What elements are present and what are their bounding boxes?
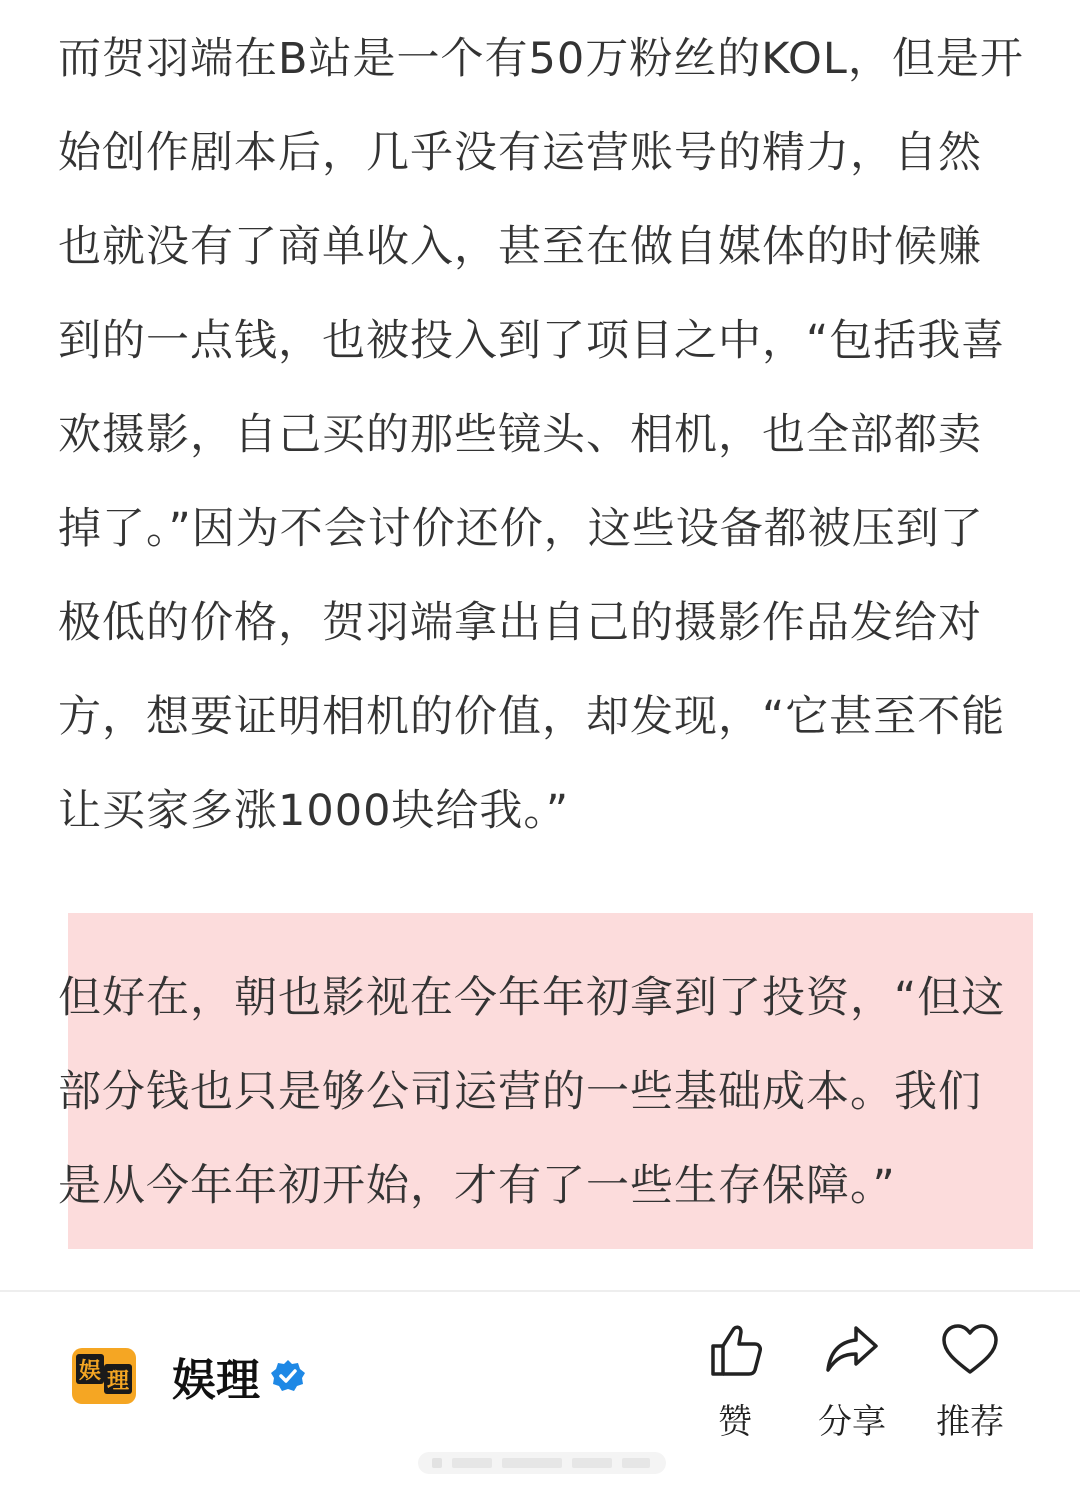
article-paragraph-1: 而贺羽端在B站是一个有50万粉丝的KOL，但是开始创作剧本后，几乎没有运营账号的精力，自然也就没有了商单收入，甚至在做自媒体的时候赚到的一点钱，也被投入到了项目之中，“包括我喜欢摄影，自己买的那些镜头、相机，也全部都卖掉了。”因为不会讨价还价，这些设备都被压到了极低的价格，贺羽端拿出自己的摄影作品发给对方，想要证明相机的价值，却发现，“它甚至不能让买家多涨1000块给我。”	[58, 34, 1024, 836]
article-paragraph-2: 但好在，朝也影视在今年年初拿到了投资，“但这部分钱也只是够公司运营的一些基础成本。我们是从今年年初开始，才有了一些生存保障。”	[58, 973, 1006, 1211]
recommend-button[interactable]	[920, 1320, 1020, 1440]
author-name[interactable]: 娱理	[172, 1355, 260, 1406]
author-avatar[interactable]	[70, 1342, 138, 1410]
logo-char-2: 理	[106, 1369, 130, 1394]
thumbs-up-icon	[705, 1320, 765, 1380]
share-button[interactable]	[802, 1320, 902, 1440]
verified-badge-icon	[270, 1358, 306, 1394]
watermark-graphic	[418, 1450, 666, 1476]
article-body	[58, 12, 1024, 858]
like-button[interactable]	[685, 1320, 785, 1440]
yuli-logo-icon	[70, 1342, 138, 1410]
logo-char-1: 娱	[78, 1359, 102, 1384]
like-label: 赞	[718, 1402, 752, 1442]
share-arrow-icon	[822, 1320, 882, 1380]
share-label: 分享	[818, 1402, 886, 1442]
article-paragraph-2-container	[58, 951, 1024, 1233]
heart-icon	[940, 1320, 1000, 1380]
recommend-label: 推荐	[936, 1402, 1004, 1442]
